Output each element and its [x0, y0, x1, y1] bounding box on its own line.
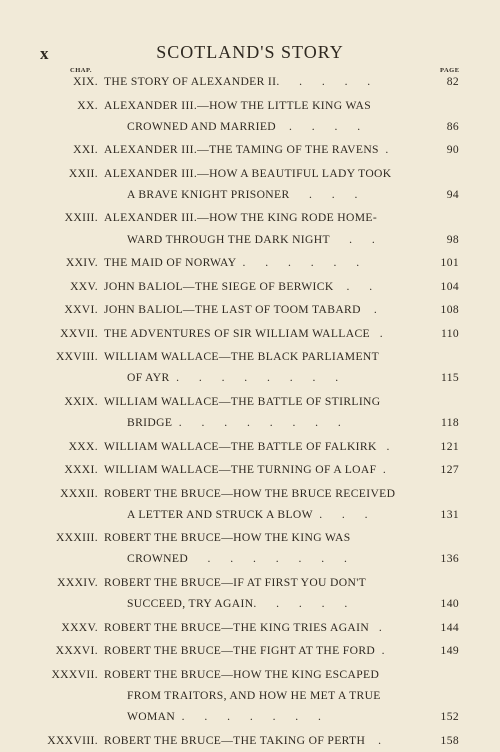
chapter-title: ROBERT THE BRUCE—THE TAKING OF PERTH . [104, 733, 382, 747]
toc-line [0, 463, 500, 481]
chapter-page-number: 101 [440, 256, 459, 270]
chapter-title: BRIDGE . . . . . . . . [127, 416, 342, 429]
chapter-number: XXVII. [60, 326, 98, 340]
chapter-title: WILLIAM WALLACE—THE BATTLE OF STIRLING [104, 394, 381, 408]
chapter-title: ALEXANDER III.—HOW A BEAUTIFUL LADY TOOK [104, 166, 392, 180]
chapter-title: ROBERT THE BRUCE—THE KING TRIES AGAIN . [104, 620, 383, 634]
chapter-number: XXIII. [64, 211, 98, 225]
chapter-title: ROBERT THE BRUCE—IF AT FIRST YOU DON'T [104, 575, 367, 589]
toc-line [0, 120, 500, 138]
page-number-roman: x [40, 44, 49, 63]
chapter-title: ALEXANDER III.—THE TAMING OF THE RAVENS . [104, 143, 389, 157]
toc-line [0, 303, 500, 321]
running-title: SCOTLAND'S STORY [156, 42, 344, 62]
toc-line [0, 508, 500, 526]
toc-line [0, 350, 500, 368]
chapter-number: XXIX. [64, 394, 98, 408]
chapter-title: WILLIAM WALLACE—THE BLACK PARLIAMENT [104, 350, 380, 364]
chapter-title: ALEXANDER III.—HOW THE KING RODE HOME- [104, 211, 378, 225]
chapter-title: SUCCEED, TRY AGAIN. . . . . [127, 597, 348, 611]
chapter-title: WOMAN . . . . . . . [127, 710, 322, 723]
chapter-title: ROBERT THE BRUCE—HOW THE BRUCE RECEIVED [104, 486, 396, 500]
chapter-number: XIX. [73, 75, 98, 88]
toc-line [0, 597, 500, 615]
chapter-page-number: 108 [440, 303, 459, 317]
chapter-page-number: 144 [440, 620, 459, 634]
chapter-number: XXVIII. [55, 350, 98, 364]
toc-line [0, 487, 500, 505]
chapter-page-number: 131 [440, 507, 459, 521]
toc-line [0, 734, 500, 752]
chapter-number: XXXVIII. [47, 733, 98, 747]
toc-line [0, 211, 500, 229]
chapter-title: ROBERT THE BRUCE—THE FIGHT AT THE FORD . [104, 644, 385, 658]
chapter-title: A LETTER AND STRUCK A BLOW . . . [127, 507, 368, 521]
chapter-number: XXXV. [61, 620, 98, 634]
chapter-title: THE ADVENTURES OF SIR WILLIAM WALLACE . [104, 326, 383, 340]
toc-line [0, 576, 500, 594]
toc-line [0, 644, 500, 662]
chapter-page-number: 118 [440, 416, 459, 429]
chapter-number: XXI. [73, 143, 98, 157]
toc-line [0, 371, 500, 389]
chapter-number: XXXIV. [57, 575, 98, 589]
toc-line [0, 143, 500, 161]
chapter-page-number: 94 [446, 187, 459, 201]
chapter-number: XXVI. [64, 303, 98, 317]
chapter-title: WILLIAM WALLACE—THE BATTLE OF FALKIRK . [104, 439, 390, 453]
chapter-title: CROWNED . . . . . . . [127, 552, 348, 566]
chapter-page-number: 110 [440, 326, 459, 340]
chapter-page-number: 90 [446, 143, 459, 157]
chapter-title: JOHN BALIOL—THE LAST OF TOOM TABARD . [104, 303, 378, 317]
chapter-number: XXXVII. [51, 667, 98, 681]
toc-line [0, 280, 500, 298]
chapter-title: THE STORY OF ALEXANDER II. . . . . [104, 75, 371, 88]
chapter-page-number: 127 [440, 463, 459, 476]
chapter-title: WARD THROUGH THE DARK NIGHT . . [127, 232, 376, 246]
toc-line [0, 327, 500, 345]
chapter-page-number: 121 [440, 439, 459, 453]
chapter-page-number: 104 [440, 279, 459, 293]
toc-line [0, 395, 500, 413]
chapter-number: XX. [77, 98, 98, 112]
chapter-number: XXII. [68, 166, 98, 180]
toc-line [0, 416, 500, 434]
toc-line [0, 552, 500, 570]
chapter-title: WILLIAM WALLACE—THE TURNING OF A LOAF . [104, 463, 387, 476]
toc-line [0, 689, 500, 707]
chapter-column-label: CHAP. [70, 67, 92, 74]
toc-line [0, 621, 500, 639]
toc-line [0, 531, 500, 549]
chapter-number: XXIV. [65, 256, 98, 270]
chapter-page-number: 82 [446, 75, 459, 88]
chapter-page-number: 86 [446, 119, 459, 133]
chapter-page-number: 152 [440, 710, 459, 723]
toc-line [0, 256, 500, 274]
chapter-page-number: 115 [440, 371, 459, 385]
chapter-title: OF AYR . . . . . . . . [127, 371, 339, 385]
chapter-page-number: 149 [440, 644, 459, 658]
chapter-title: A BRAVE KNIGHT PRISONER . . . [127, 187, 358, 201]
page-column-label: PAGE [440, 67, 460, 74]
toc-line [0, 233, 500, 251]
toc-line [0, 167, 500, 185]
toc-line [0, 99, 500, 117]
chapter-page-number: 98 [446, 232, 459, 246]
chapter-title: FROM TRAITORS, AND HOW HE MET A TRUE [127, 688, 381, 702]
chapter-title: ROBERT THE BRUCE—HOW THE KING ESCAPED [104, 667, 380, 681]
toc-line [0, 75, 500, 93]
chapter-page-number: 158 [440, 733, 459, 747]
toc-line [0, 668, 500, 686]
toc-line [0, 440, 500, 458]
toc-line [0, 188, 500, 206]
chapter-number: XXXI. [64, 463, 98, 476]
chapter-title: CROWNED AND MARRIED . . . . [127, 119, 361, 133]
chapter-title: ALEXANDER III.—HOW THE LITTLE KING WAS [104, 98, 372, 112]
chapter-page-number: 140 [440, 597, 459, 611]
toc-line [0, 710, 500, 728]
chapter-title: ROBERT THE BRUCE—HOW THE KING WAS [104, 531, 351, 545]
chapter-number: XXV. [70, 279, 98, 293]
chapter-number: XXXII. [60, 486, 98, 500]
chapter-number: XXXVI. [55, 644, 98, 658]
chapter-number: XXXIII. [55, 531, 98, 545]
chapter-number: XXX. [68, 439, 98, 453]
chapter-title: THE MAID OF NORWAY . . . . . . [104, 256, 360, 270]
chapter-title: JOHN BALIOL—THE SIEGE OF BERWICK . . [104, 279, 373, 293]
chapter-page-number: 136 [440, 552, 459, 566]
